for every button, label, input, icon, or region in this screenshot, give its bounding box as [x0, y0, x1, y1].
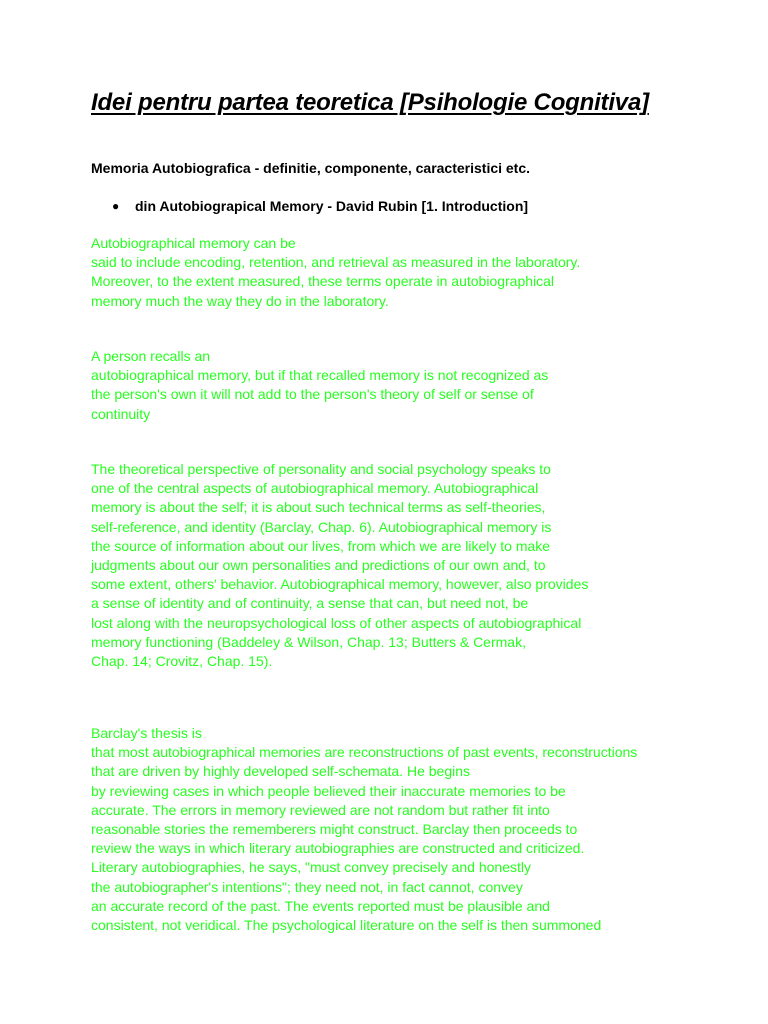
paragraph-line: the source of information about our lives, from which we are likely to make [91, 537, 551, 554]
paragraph-line: the person's own it will not add to the person's theory of self or sense of [91, 386, 534, 403]
bullet-item [112, 198, 528, 214]
paragraph-line: memory functioning (Baddeley & Wilson, Chap. 13; Butters & Cermak, [91, 633, 526, 650]
paragraph-line: Barclay's thesis is [91, 725, 202, 741]
paragraph-line: said to include encoding, retention, and retrieval as measured in the laboratory. [91, 254, 581, 271]
paragraph-line: The theoretical perspective of personality and social psychology speaks to [91, 461, 551, 477]
paragraph-line: some extent, others' behavior. Autobiographical memory, however, also provides [91, 576, 589, 593]
paragraph-line: accurate. The errors in memory reviewed are not random but rather fit into [91, 801, 550, 818]
document-title: Idei pentru partea teoretica [Psihologie Cognitiva] [91, 89, 649, 116]
paragraph-line: A person recalls an [91, 348, 211, 364]
paragraph-line: lost along with the neuropsychological loss of other aspects of autobiographical [91, 614, 582, 631]
paragraph-line: memory much the way they do in the laboratory. [91, 292, 389, 309]
paragraph-line: Literary autobiographies, he says, "must convey precisely and honestly [91, 859, 531, 876]
bullet-text: din Autobiograpical Memory - David Rubin [1. Introduction] [135, 198, 529, 214]
paragraph-1 [91, 234, 580, 311]
paragraph-line: the autobiographer's intentions"; they need not, in fact cannot, convey [91, 878, 523, 895]
paragraph-line: review the ways in which literary autobiographies are constructed and criticized. [91, 840, 585, 857]
paragraph-line: Autobiographical memory can be [91, 235, 296, 251]
paragraph-line: a sense of identity and of continuity, a sense that can, but need not, be [91, 595, 529, 612]
paragraph-line: that most autobiographical memories are reconstructions of past events, reconstructions [91, 744, 638, 761]
paragraph-2 [91, 347, 548, 424]
section-heading: Memoria Autobiografica - definitie, componente, caracteristici etc. [91, 160, 531, 176]
bullet-marker-icon: ● [112, 199, 120, 213]
paragraph-line: one of the central aspects of autobiographical memory. Autobiographical [91, 480, 539, 497]
paragraph-line: Chap. 14; Crovitz, Chap. 15). [91, 653, 273, 670]
paragraph-line: that are driven by highly developed self-schemata. He begins [91, 763, 470, 780]
paragraph-line: autobiographical memory, but if that recalled memory is not recognized as [91, 367, 549, 384]
paragraph-line: Moreover, to the extent measured, these terms operate in autobiographical [91, 273, 555, 290]
paragraph-line: self-reference, and identity (Barclay, Chap. 6). Autobiographical memory is [91, 518, 552, 535]
paragraph-line: continuity [91, 405, 151, 422]
paragraph-3 [91, 460, 588, 671]
paragraph-line: memory is about the self; it is about such technical terms as self-theories, [91, 499, 546, 516]
paragraph-line: by reviewing cases in which people believed their inaccurate memories to be [91, 782, 566, 799]
paragraph-line: consistent, not veridical. The psychological literature on the self is then summoned [91, 917, 602, 934]
paragraph-line: reasonable stories the rememberers might construct. Barclay then proceeds to [91, 821, 578, 838]
paragraph-line: an accurate record of the past. The events reported must be plausible and [91, 897, 550, 914]
paragraph-4 [91, 724, 637, 935]
paragraph-line: judgments about our own personalities and predictions of our own and, to [91, 557, 546, 574]
